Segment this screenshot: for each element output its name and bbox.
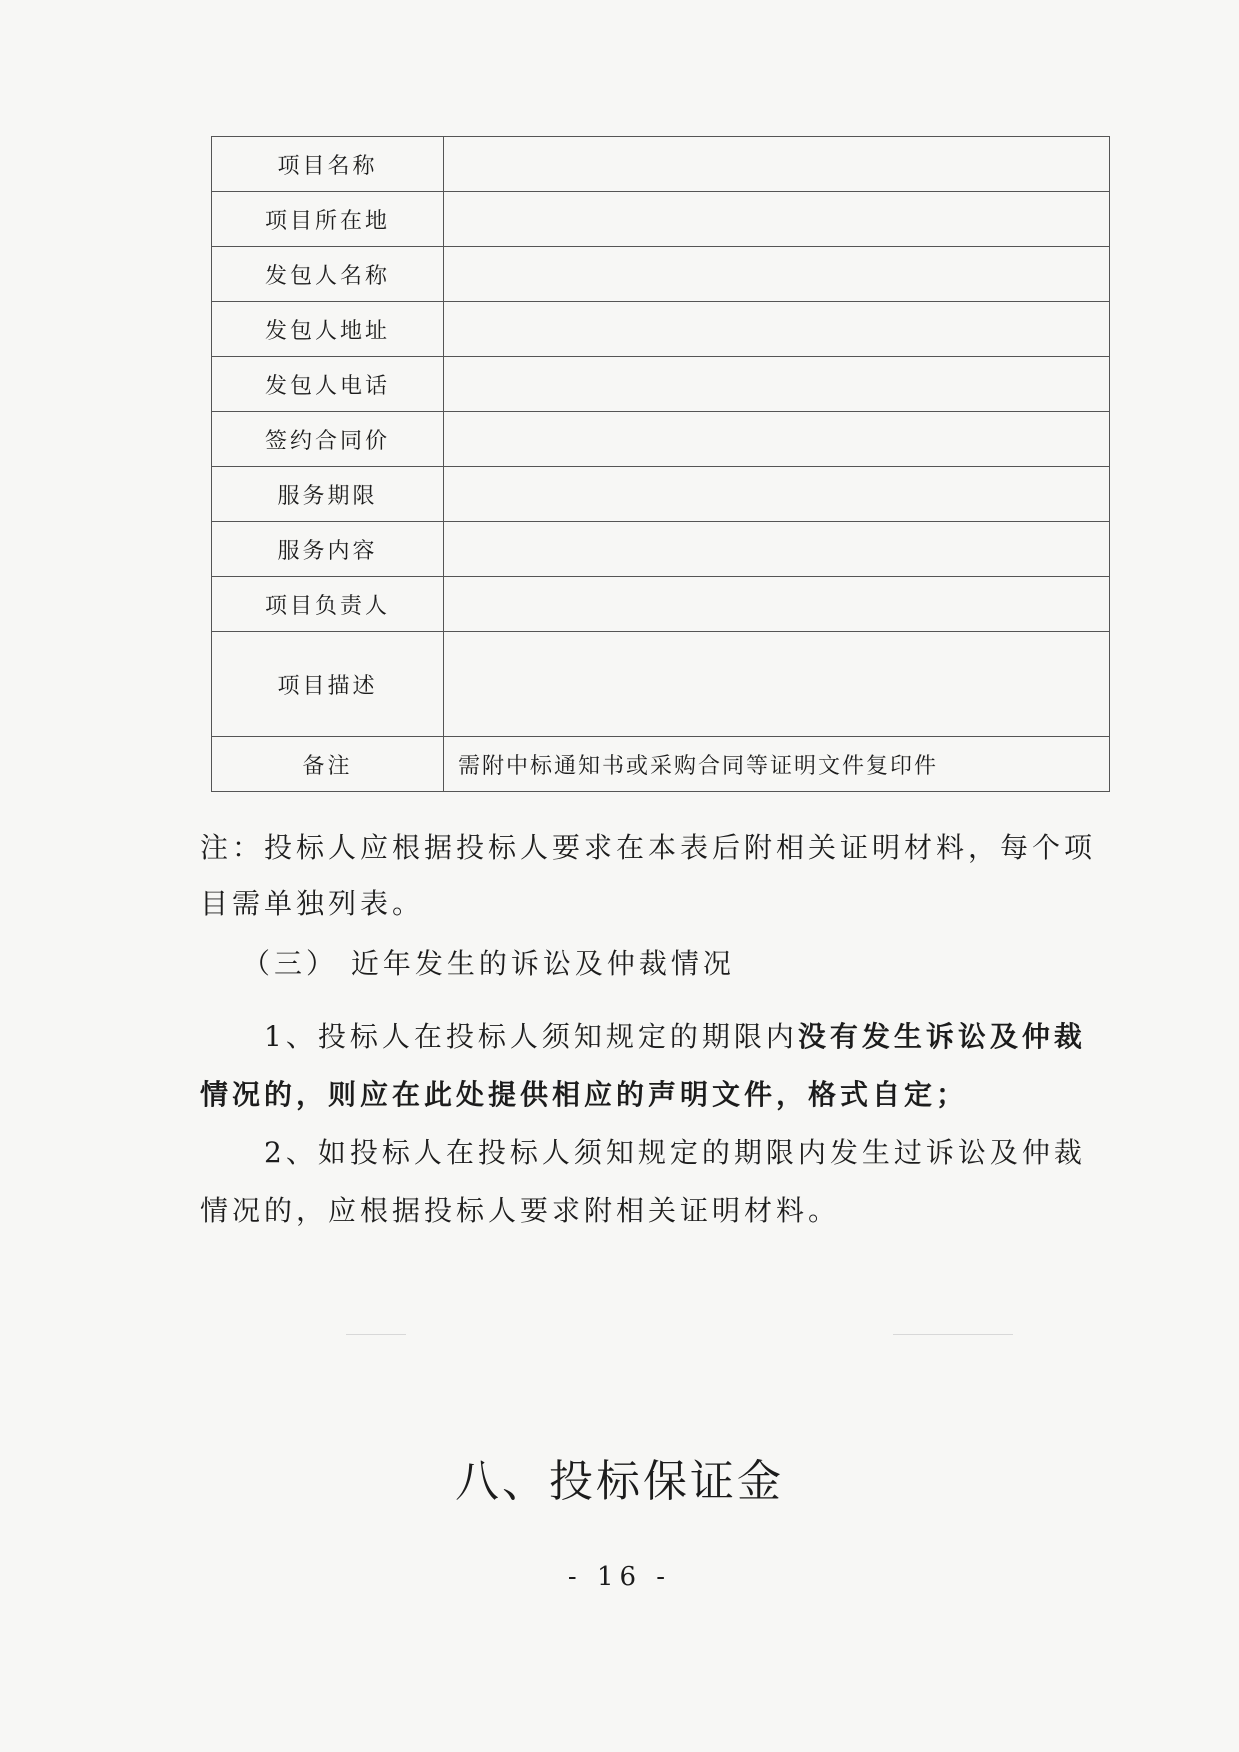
chapter-title: 八、投标保证金 xyxy=(455,1456,784,1507)
row-label-service-content: 服务内容 xyxy=(212,522,444,577)
row-value-service-period xyxy=(444,467,1110,522)
row-label-project-name: 项目名称 xyxy=(212,137,444,192)
row-value-project-manager xyxy=(444,577,1110,632)
row-value-project-name xyxy=(444,137,1110,192)
paragraph-2: 2、如投标人在投标人须知规定的期限内发生过诉讼及仲裁情况的，应根据投标人要求附相关证明材料。 xyxy=(200,1136,1086,1227)
row-value-employer-phone xyxy=(444,357,1110,412)
row-label-employer-phone: 发包人电话 xyxy=(212,357,444,412)
row-value-project-description xyxy=(444,632,1110,737)
table-row xyxy=(212,632,1110,737)
paragraph-1 xyxy=(200,1008,1100,1124)
row-label-project-manager: 项目负责人 xyxy=(212,577,444,632)
section-heading-litigation: （三） 近年发生的诉讼及仲裁情况 xyxy=(242,947,735,980)
paragraph-1-normal-text: 1、投标人在投标人须知规定的期限内 xyxy=(264,1020,798,1053)
row-label-project-description: 项目描述 xyxy=(212,632,444,737)
row-value-employer-name xyxy=(444,247,1110,302)
row-label-remarks: 备注 xyxy=(212,737,444,792)
faint-divider-left xyxy=(346,1334,406,1335)
row-label-project-location: 项目所在地 xyxy=(212,192,444,247)
table-row xyxy=(212,522,1110,577)
row-value-remarks: 需附中标通知书或采购合同等证明文件复印件 xyxy=(444,737,1110,792)
row-label-service-period: 服务期限 xyxy=(212,467,444,522)
row-value-employer-address xyxy=(444,302,1110,357)
row-value-service-content xyxy=(444,522,1110,577)
row-value-contract-price xyxy=(444,412,1110,467)
project-info-table xyxy=(211,136,1110,792)
row-label-employer-name: 发包人名称 xyxy=(212,247,444,302)
paragraph-1-bold-text: 没有发生诉讼及仲裁情况的，则应在此处提供相应的声明文件，格式自定； xyxy=(200,1020,1086,1111)
row-value-project-location xyxy=(444,192,1110,247)
table-row xyxy=(212,302,1110,357)
table-row xyxy=(212,412,1110,467)
table-row xyxy=(212,737,1110,792)
row-label-employer-address: 发包人地址 xyxy=(212,302,444,357)
table-row xyxy=(212,577,1110,632)
table-note: 注：投标人应根据投标人要求在本表后附相关证明材料，每个项目需单独列表。 xyxy=(200,831,1097,920)
table-row xyxy=(212,467,1110,522)
page-number: - 16 - xyxy=(567,1562,672,1592)
table-row xyxy=(212,357,1110,412)
table-row xyxy=(212,192,1110,247)
table-row xyxy=(212,247,1110,302)
row-label-contract-price: 签约合同价 xyxy=(212,412,444,467)
faint-divider-right xyxy=(893,1334,1013,1335)
table-row xyxy=(212,137,1110,192)
